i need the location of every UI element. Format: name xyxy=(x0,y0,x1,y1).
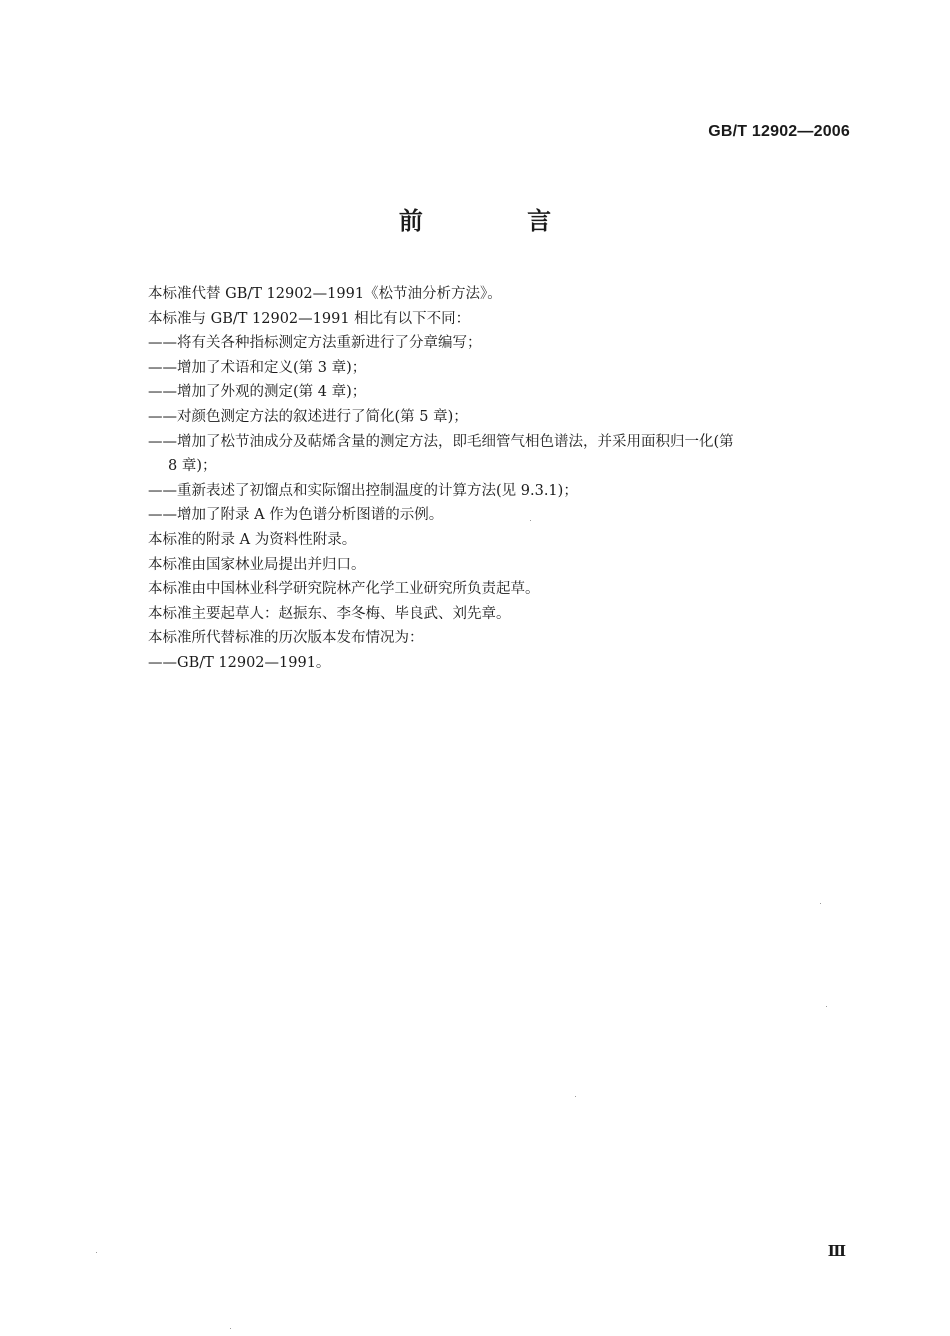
paragraph-line: 本标准由中国林业科学研究院林产化学工业研究所负责起草。 xyxy=(148,581,540,598)
page-title: 前 言 xyxy=(398,207,600,235)
list-item: ——重新表述了初馏点和实际馏出控制温度的计算方法(见 9.3.1)； xyxy=(148,482,578,499)
scan-speck xyxy=(826,1006,827,1007)
paragraph-line: 本标准主要起草人：赵振东、李冬梅、毕良武、刘先章。 xyxy=(148,605,511,622)
paragraph-line: 本标准的附录 A 为资料性附录。 xyxy=(148,531,357,548)
scan-speck xyxy=(530,520,531,521)
foreword-body xyxy=(148,282,852,676)
list-item: ——增加了附录 A 作为色谱分析图谱的示例。 xyxy=(148,507,444,524)
list-item-continuation: 8 章)； xyxy=(168,458,217,475)
list-item: ——增加了松节油成分及萜烯含量的测定方法，即毛细管气相色谱法，并采用面积归一化(第 xyxy=(148,433,734,450)
standard-code: GB/T 12902—2006 xyxy=(708,123,850,140)
list-item: ——将有关各种指标测定方法重新进行了分章编写； xyxy=(148,335,482,352)
scan-speck xyxy=(820,903,821,904)
list-item: ——对颜色测定方法的叙述进行了简化(第 5 章)； xyxy=(148,408,468,425)
paragraph-line: 本标准代替 GB/T 12902—1991《松节油分析方法》。 xyxy=(148,286,502,302)
list-item: ——增加了外观的测定(第 4 章)； xyxy=(148,384,367,401)
paragraph-line: 本标准由国家林业局提出并归口。 xyxy=(148,556,366,573)
list-item: ——GB/T 12902—1991。 xyxy=(148,654,331,671)
scan-speck xyxy=(575,1096,576,1097)
scan-speck xyxy=(230,1328,231,1329)
paragraph-line: 本标准与 GB/T 12902—1991 相比有以下不同： xyxy=(148,310,471,327)
paragraph-line: 本标准所代替标准的历次版本发布情况为： xyxy=(148,630,424,647)
list-item: ——增加了术语和定义(第 3 章)； xyxy=(148,359,367,376)
page-number: Ⅲ xyxy=(827,1242,846,1260)
scan-speck xyxy=(96,1252,97,1253)
